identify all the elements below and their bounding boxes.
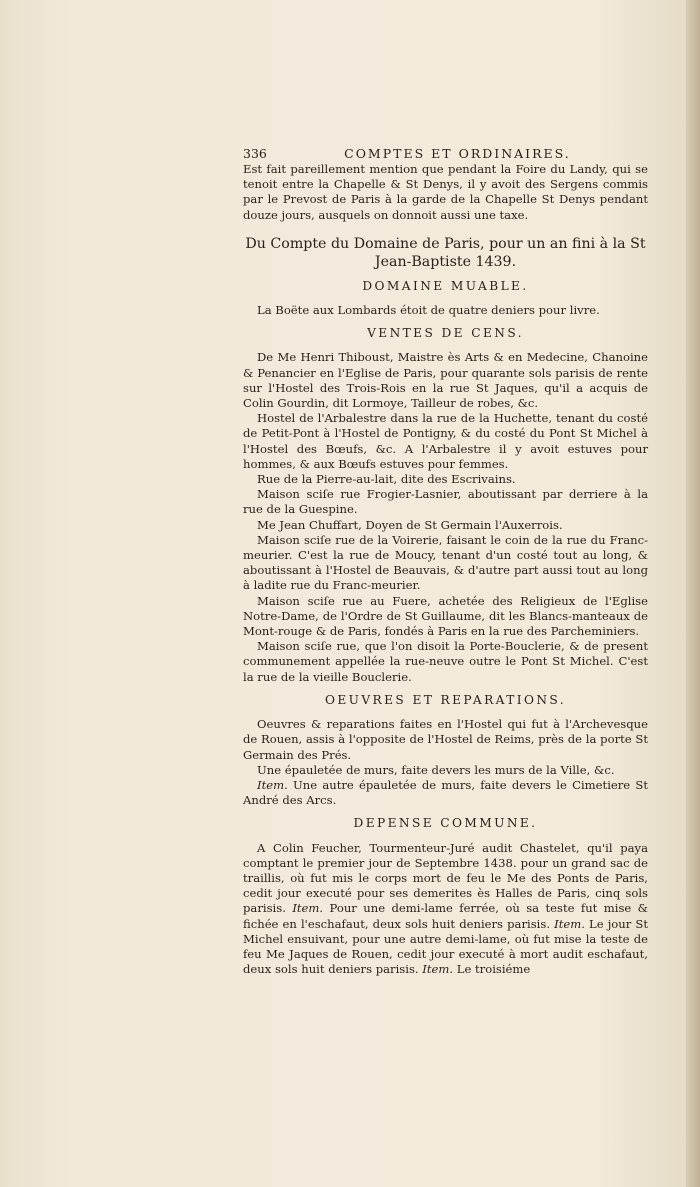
ventes-paragraph-4: Maison sciſe rue Frogier-Lasnier, aboutissant par derriere à la rue de la Guespine. — [243, 487, 648, 517]
running-header — [243, 146, 648, 162]
depense-text-c: Le jour St Michel ensuivant, pour une autre demi-lame, où fut mise la teste de feu Me Jaques de Rouen, cedit jour executé à mort audit eschafaut, deux sols huit deniers parisis. — [243, 916, 648, 977]
oeuvres-paragraph-3 — [243, 778, 648, 808]
depense-text-b: Pour une demi-lame ferrée, où sa teste fut mise & fichée en l'eschafaut, deux sols huit deniers parisis. — [243, 901, 649, 931]
ventes-paragraph-3: Rue de la Pierre-au-lait, dite des Escrivains. — [257, 472, 516, 487]
oeuvres-paragraph-1: Oeuvres & reparations faites en l'Hostel qui fut à l'Archevesque de Rouen, assis à l'opposite de l'Hostel de Reims, près de la porte St Germain des Prés. — [243, 717, 648, 762]
ventes-paragraph-5: Me Jean Chuffart, Doyen de St Germain l'Auxerrois. — [257, 517, 563, 532]
ventes-paragraph-8: Maison sciſe rue, que l'on disoit la Porte-Bouclerie, & de present communement appellée la rue-neuve outre le Pont St Michel. C'est la rue de la vieille Bouclerie. — [243, 639, 648, 684]
ventes-paragraph-6: Maison sciſe rue de la Voirerie, faisant le coin de la rue du Franc-meurier. C'est la rue de Moucy, tenant d'un costé tout au long, & aboutissant à l'Hostel de Beauvais, & d'autre part aussi tout au long à ladite rue du Franc-meurier. — [243, 532, 648, 593]
book-spine-shadow — [686, 0, 700, 1187]
ventes-paragraph-7: Maison sciſe rue au Fuere, achetée des Religieux de l'Eglise Notre-Dame, de l'Ordre de St Guillaume, dit les Blancs-manteaux de Mont-rouge & de Paris, fondés à Paris en la rue des Parcheminiers. — [243, 593, 648, 639]
oeuvres-paragraph-2: Une épauletée de murs, faite devers les murs de la Ville, &c. — [257, 762, 615, 777]
intro-paragraph: Est fait pareillement mention que pendant la Foire du Landy, qui se tenoit entre la Chapelle & St Denys, il y avoit des Sergens commis par le Prevost de Paris à la garde de la Chapelle St Denys pendant douze jours, ausquels on donnoit aussi une taxe. — [243, 162, 648, 222]
document-body — [243, 146, 648, 977]
section-title-ventes: VENTES DE CENS. — [367, 326, 524, 341]
item-marker: Item. — [422, 962, 454, 977]
domaine-paragraph: La Boëte aux Lombards étoit de quatre deniers pour livre. — [257, 303, 600, 318]
running-title: COMPTES ET ORDINAIRES. — [344, 146, 571, 161]
ventes-paragraph-1: De Me Henri Thiboust, Maistre ès Arts & en Medecine, Chanoine & Penancier en l'Eglise de Paris, pour quarante sols parisis de rente sur l'Hostel des Trois-Rois en la rue St Jaques, qu'il a acquis de Colin Gourdin, dit Lormoye, Tailleur de robes, &c. — [243, 350, 648, 411]
section-title-depense: DEPENSE COMMUNE. — [353, 816, 538, 831]
page-number: 336 — [243, 146, 267, 161]
item-marker: Item. — [292, 901, 324, 916]
section-title-oeuvres: OEUVRES ET REPARATIONS. — [324, 692, 566, 707]
ventes-paragraph-2: Hostel de l'Arbalestre dans la rue de la Huchette, tenant du costé de Petit-Pont à l'Hostel de Pontigny, & du costé du Pont St Michel à l'Hostel des Bœufs, &c. A l'Arbalestre il y avoit estuves pour hommes, & aux Bœufs estuves pour femmes. — [243, 411, 648, 471]
depense-text-a: A Colin Feucher, Tourmenteur-Juré audit Chastelet, qu'il paya comptant le premier jour de Septembre 1438. pour un grand sac de traillis, où fut mis le corps mort de feu le Me des Ponts de Paris, cedit jour executé pour ses demerites ès Halles de Paris, cinq sols parisis. — [243, 840, 648, 916]
item-marker: Item. — [257, 777, 288, 792]
compte-title: Du Compte du Domaine de Paris, pour un an fini à la St Jean-Baptiste 1439. — [245, 235, 646, 270]
depense-text-d: Le troisiéme — [453, 962, 531, 977]
oeuvres-paragraph-3-text: Une autre épauletée de murs, faite devers le Cimetiere St André des Arcs. — [243, 777, 648, 808]
depense-paragraph — [243, 841, 648, 978]
item-marker: Item. — [554, 916, 585, 931]
section-title-domaine: DOMAINE MUABLE. — [362, 278, 529, 293]
